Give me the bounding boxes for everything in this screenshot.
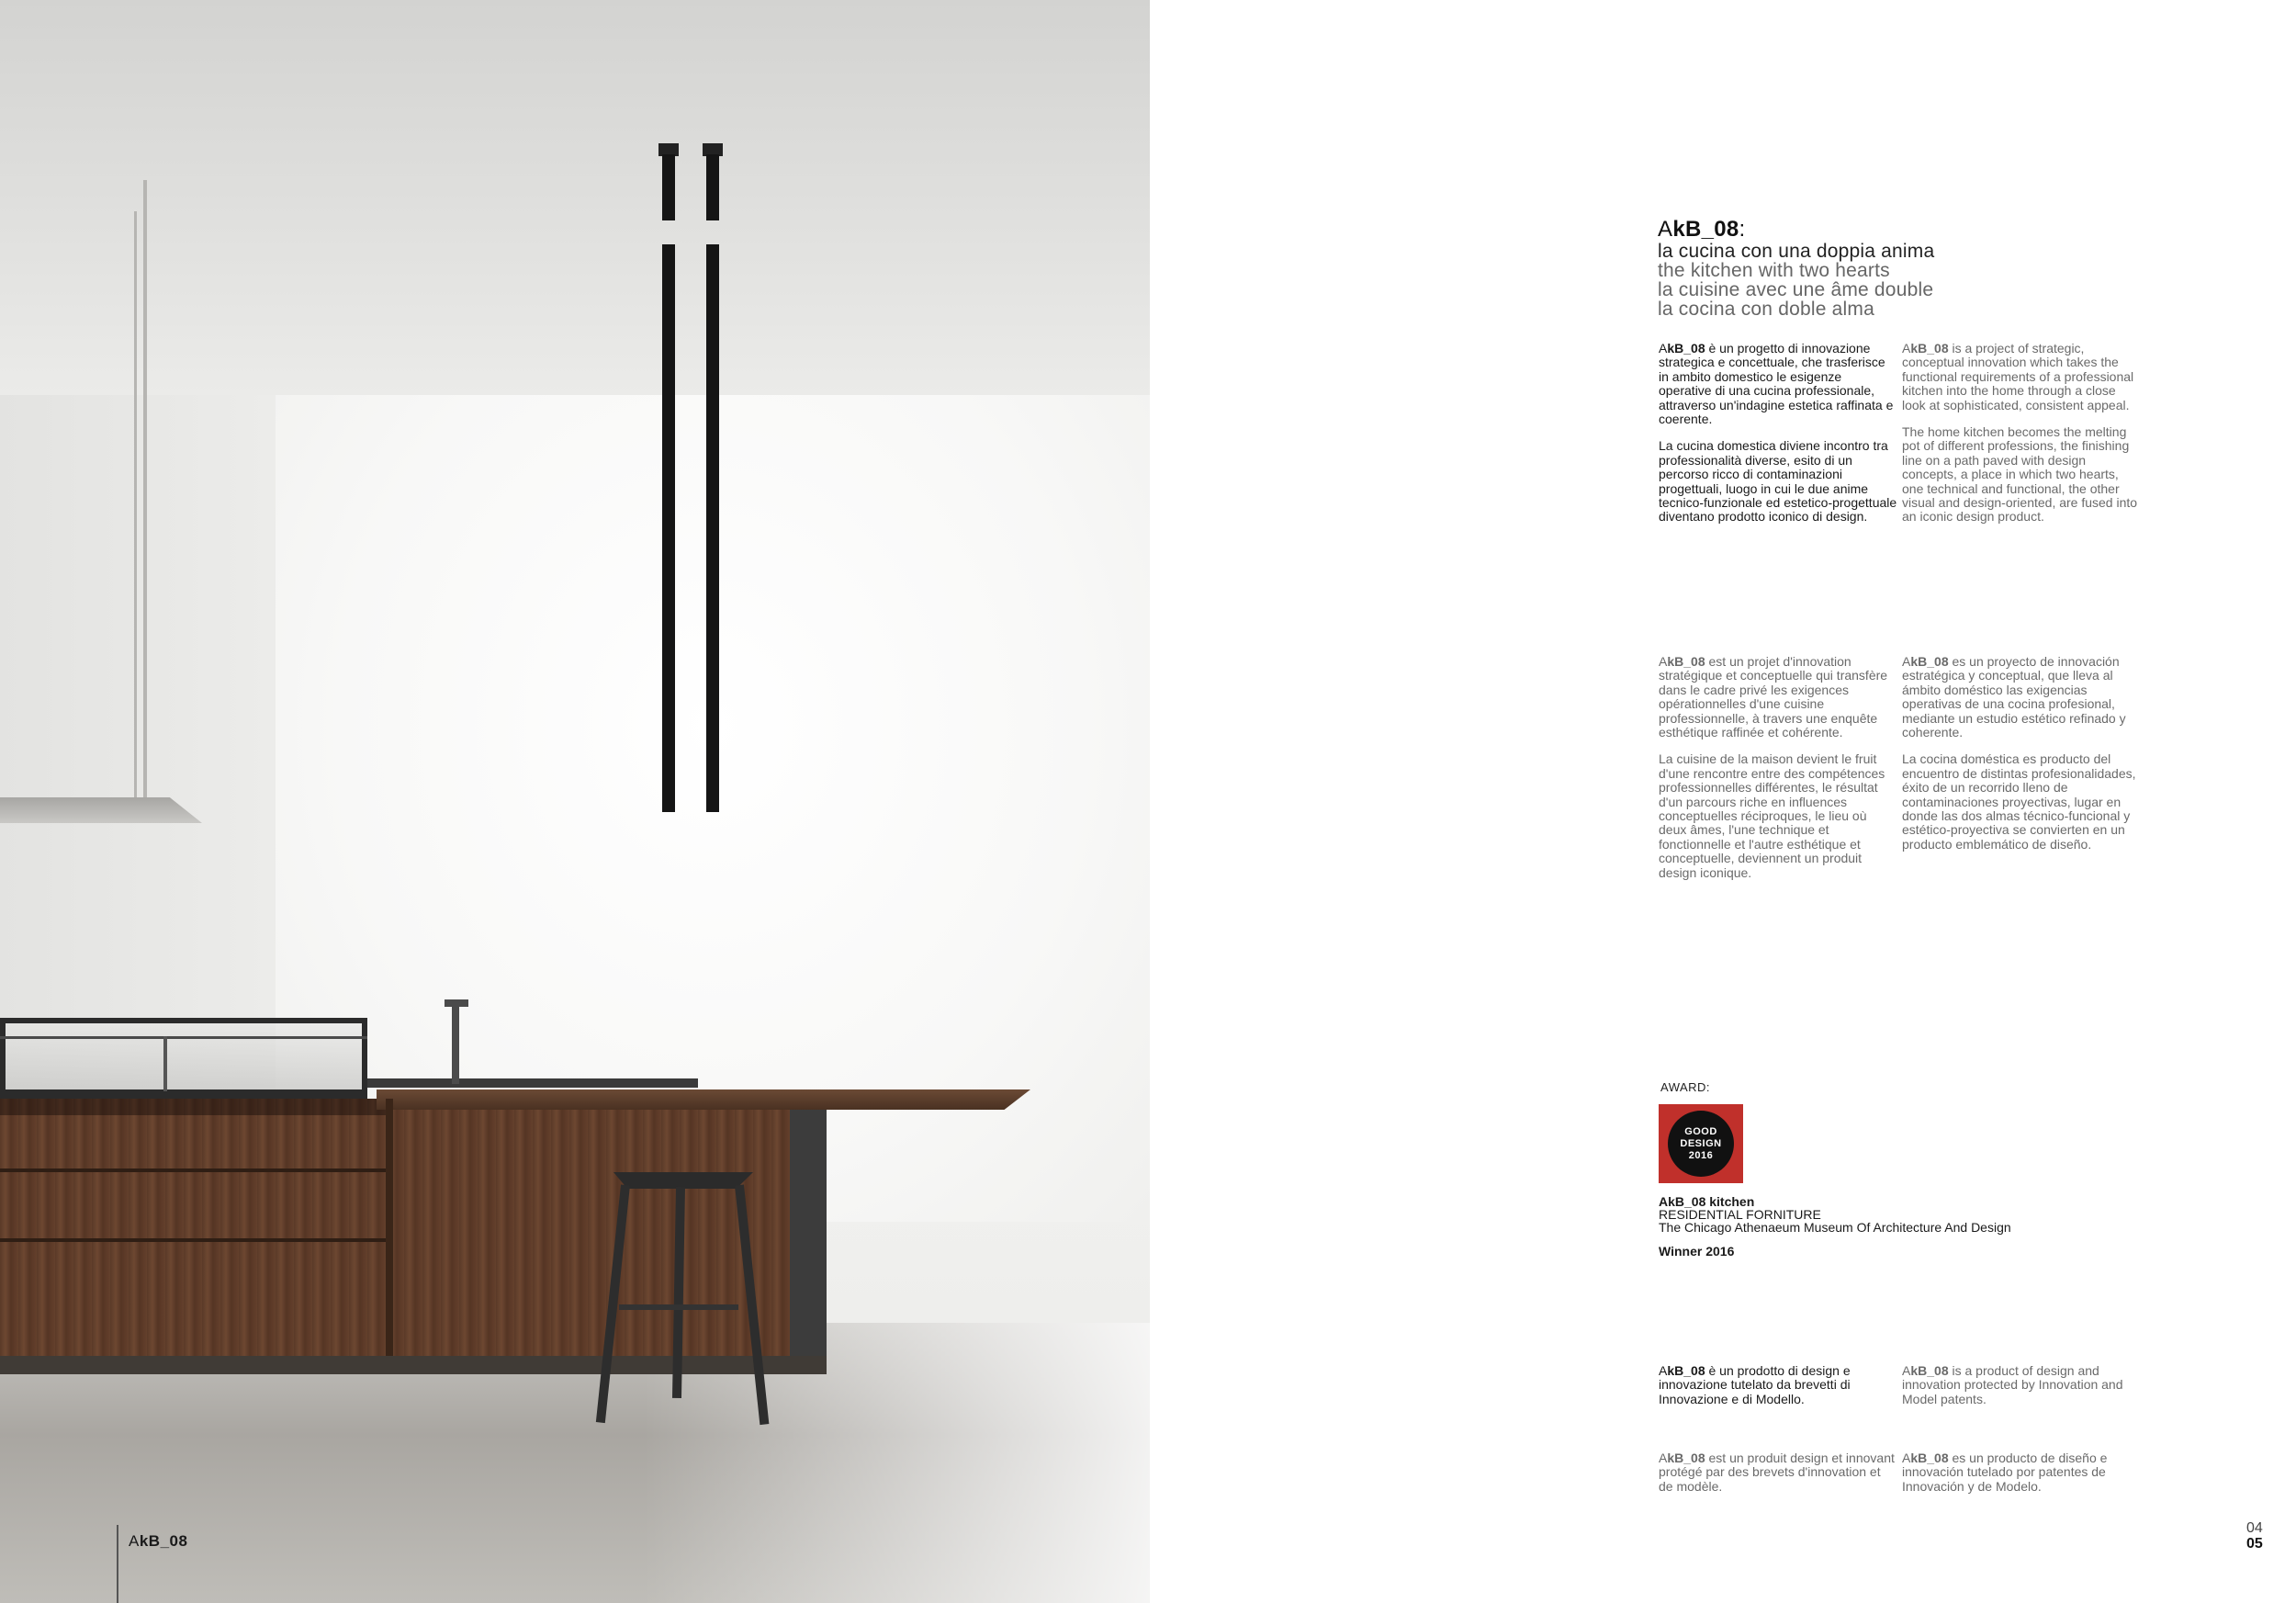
drawer-line <box>0 1238 386 1242</box>
pendant-lamp <box>706 244 719 812</box>
patent-en: AkB_08 is a product of design and innovation protected by Innovation and Model patents. <box>1902 1363 2123 1406</box>
footer-rule <box>117 1525 118 1603</box>
award-organization: The Chicago Athenaeum Museum Of Architecture And Design <box>1659 1220 2011 1235</box>
drawer-line <box>0 1168 386 1172</box>
intro-es: AkB_08 es un proyecto de innovación estratégica y conceptual, que lleva al ámbito doméstico las exigencias operativas de una cocina profesional, mediante un estudio estético refinado y coherente. La cocina doméstica es producto del encuentro de distintas profesionalidades, éxito de un recorrido lleno de contaminaciones proyectivas, lugar en donde las dos almas técnico-funcional y estético-proyectiva se convierten en un producto emblemático de diseño. <box>1902 654 2136 852</box>
subtitle-it: la cucina con una doppia anima <box>1658 241 1935 262</box>
faucet-spout <box>445 999 468 1007</box>
glass-shelf <box>0 1018 367 1099</box>
page-number-right: 05 <box>2246 1536 2263 1552</box>
back-wall <box>0 395 276 1093</box>
page-numbers <box>2246 1520 2263 1552</box>
patent-it: AkB_08 è un prodotto di design e innovazione tutelato da brevetti di Innovazione e di Modello. <box>1659 1363 1851 1406</box>
page-title: AkB_08: <box>1658 217 1746 242</box>
patent-fr: AkB_08 est un produit design et innovant protégé par des brevets d'innovation et de modèle. <box>1659 1451 1895 1494</box>
pendant-lamp <box>662 154 675 220</box>
hood <box>0 797 202 823</box>
award-winner: Winner 2016 <box>1659 1244 1735 1259</box>
sink <box>367 1078 698 1088</box>
patent-es: AkB_08 es un producto de diseño e innovación tutelado por patentes de Innovación y de Modelo. <box>1902 1451 2108 1494</box>
glass-shelf-bar <box>0 1036 367 1039</box>
plinth <box>0 1356 827 1374</box>
faucet <box>452 1003 459 1084</box>
cabinet-shadow <box>0 1099 386 1115</box>
subtitle-en: the kitchen with two hearts <box>1658 260 1890 281</box>
award-category: RESIDENTIAL FORNITURE <box>1659 1207 1821 1222</box>
wood-worktop <box>377 1089 1030 1110</box>
subtitle-fr: la cuisine avec une âme double <box>1658 279 1934 300</box>
award-details <box>1659 1195 2011 1234</box>
award-label: AWARD: <box>1660 1080 1711 1094</box>
stool-footrest <box>619 1304 738 1310</box>
footer-brand: AkB_08 <box>129 1532 188 1550</box>
title-block <box>1658 217 2172 319</box>
ceiling <box>0 0 1150 395</box>
subtitle-es: la cocina con doble alma <box>1658 299 1874 320</box>
intro-it: AkB_08 è un progetto di innovazione strategica e concettuale, che trasferisce in ambito domestico le esigenze operative di una cucina professionale, attraverso un'indagine estetica raffinata e coerente. La cucina domestica diviene incontro tra professionalità diverse, esito di un percorso ricco di contaminazioni progettuali, luogo in cui le due anime tecnico-funzionale ed estetico-progettuale diventano prodotto iconico di design. <box>1659 341 1897 525</box>
good-design-logo <box>1659 1104 1743 1183</box>
good-design-badge: GOOD DESIGN 2016 <box>1668 1111 1734 1177</box>
intro-fr: AkB_08 est un projet d'innovation stratégique et conceptuelle qui transfère dans le cadre privé les exigences opérationnelles d'une cuisine professionnelle, à travers une enquête esthétique raffinée et cohérente. La cuisine de la maison devient le fruit d'une rencontre entre des compétences professionnelles différentes, le résultat d'un parcours riche en influences conceptuelles réciproques, le lieu où deux âmes, l'une technique et fonctionnelle et l'autre esthétique et conceptuelle, deviennent un produit design iconique. <box>1659 654 1888 880</box>
cabinet-edge <box>386 1099 393 1356</box>
glass-shelf-post <box>163 1036 167 1091</box>
pendant-lamp <box>706 154 719 220</box>
cabinet-side <box>790 1110 827 1356</box>
pendant-lamp <box>662 244 675 812</box>
wood-cabinet <box>0 1099 827 1356</box>
page-number-left: 04 <box>2246 1520 2263 1536</box>
intro-en: AkB_08 is a project of strategic, conceptual innovation which takes the functional requirements of a professional kitchen into the home through a close look at sophisticated, consistent appeal. The home kitchen becomes the melting pot of different professions, the finishing line on a path paved with design concepts, a place in which two hearts, one technical and functional, the other visual and design-oriented, are fused into an iconic design product. <box>1902 341 2138 525</box>
hood-rod <box>134 211 137 797</box>
hood-rod <box>143 180 147 797</box>
award-title: AkB_08 kitchen <box>1659 1194 1755 1209</box>
